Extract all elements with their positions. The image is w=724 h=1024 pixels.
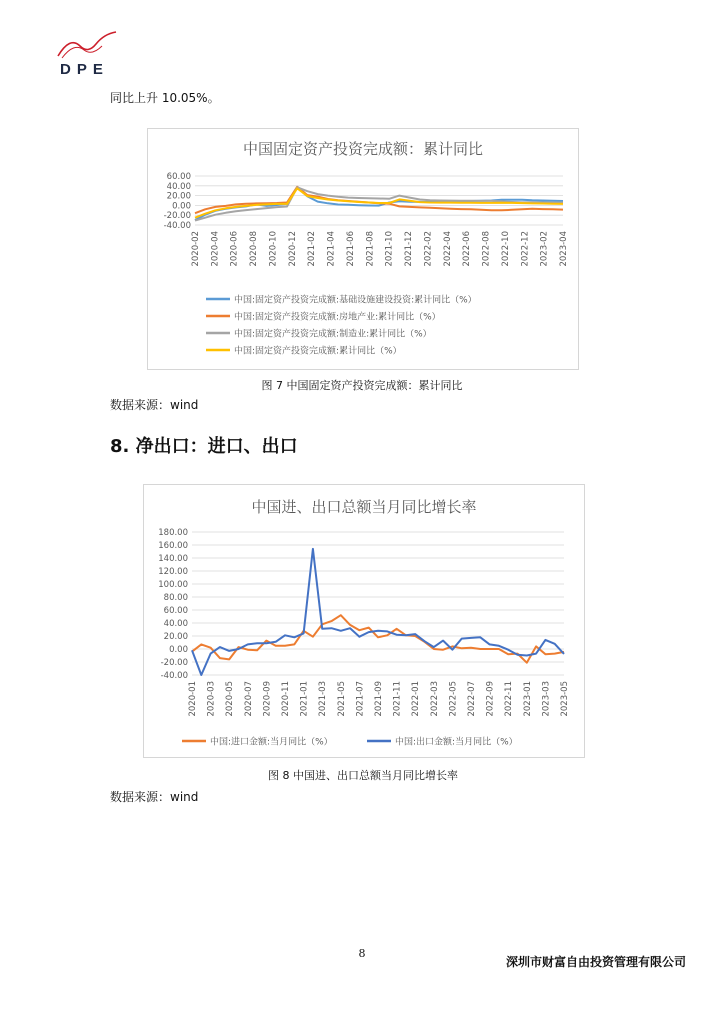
chart2-xtick-label: 2020-05	[225, 681, 236, 717]
chart1-ytick-label: 0.00	[172, 201, 191, 212]
chart2-xtick-label: 2022-09	[485, 681, 496, 717]
page-number: 8	[358, 947, 366, 960]
chart1-ytick-label: 60.00	[166, 172, 191, 182]
chart2-ytick-label: -40.00	[160, 671, 188, 681]
chart1-legend-label: 中国:固定资产投资完成额:基础设施建设投资:累计同比（%）	[234, 295, 477, 306]
chart2-ytick-label: 60.00	[163, 606, 188, 616]
chart2-xtick-label: 2020-09	[262, 681, 273, 717]
chart1-xtick-label: 2021-10	[384, 231, 395, 267]
chart2-series-line-1	[192, 615, 564, 663]
chart2-xtick-label: 2021-01	[299, 681, 310, 717]
chart1-xtick-label: 2022-10	[500, 231, 511, 267]
chart2-title: 中国进、出口总额当月同比增长率	[251, 498, 477, 516]
chart2-ytick-label: 120.00	[158, 567, 188, 577]
chart2-xtick-label: 2020-11	[281, 681, 291, 717]
chart2-legend-label: 中国:出口金额:当月同比（%）	[395, 737, 518, 748]
chart2-ytick-label: 140.00	[158, 554, 188, 564]
chart2-legend-label: 中国:进口金额:当月同比（%）	[210, 737, 333, 748]
figure8-caption: 图 8 中国进、出口总额当月同比增长率	[268, 769, 458, 782]
chart1-legend-label: 中国:固定资产投资完成额:累计同比（%）	[234, 346, 402, 357]
chart1-xtick-label: 2020-04	[210, 231, 221, 267]
figure8-chart	[143, 484, 585, 758]
figure8-source: 数据来源：wind	[110, 790, 199, 804]
chart2-ytick-label: 80.00	[163, 593, 188, 603]
chart2-ytick-label: 160.00	[158, 541, 188, 551]
chart1-legend-label: 中国:固定资产投资完成额:制造业:累计同比（%）	[234, 329, 432, 340]
chart1-xtick-label: 2023-04	[559, 231, 569, 267]
logo-text: DPE	[60, 61, 109, 78]
chart2-ytick-label: 40.00	[163, 619, 188, 629]
chart1-xtick-label: 2020-08	[249, 231, 260, 267]
footer-company: 深圳市财富自由投资管理有限公司	[505, 955, 686, 969]
figure7-source: 数据来源：wind	[110, 398, 199, 412]
chart2-svg	[144, 485, 584, 757]
chart2-xtick-label: 2022-03	[429, 681, 440, 717]
chart2-xtick-label: 2020-01	[188, 681, 198, 717]
chart1-svg	[148, 129, 578, 369]
chart2-ytick-label: 100.00	[158, 580, 188, 590]
company-logo	[40, 30, 130, 82]
chart2-ytick-label: 0.00	[169, 645, 188, 655]
chart2-xtick-label: 2021-11	[392, 681, 403, 717]
chart1-ytick-label: 40.00	[166, 181, 191, 192]
chart2-xtick-label: 2021-05	[336, 681, 347, 717]
chart1-xtick-label: 2021-12	[404, 231, 415, 267]
chart2-xtick-label: 2021-03	[318, 681, 329, 717]
chart2-ytick-label: -20.00	[160, 658, 188, 668]
chart1-xtick-label: 2021-04	[326, 231, 337, 267]
chart1-xtick-label: 2022-12	[520, 231, 531, 267]
chart1-xtick-label: 2020-12	[287, 231, 298, 267]
chart1-ytick-label: -20.00	[163, 211, 191, 222]
chart2-xtick-label: 2020-03	[206, 681, 217, 717]
chart2-xtick-label: 2023-01	[522, 681, 533, 717]
chart2-ytick-label: 180.00	[158, 528, 188, 538]
chart2-series-line-2	[192, 549, 564, 675]
chart2-xtick-label: 2020-07	[243, 681, 254, 717]
chart1-xtick-label: 2021-06	[345, 231, 356, 267]
chart1-xtick-label: 2021-02	[307, 231, 318, 267]
chart2-xtick-label: 2021-07	[355, 681, 366, 717]
chart2-xtick-label: 2023-03	[541, 681, 552, 717]
chart1-xtick-label: 2022-06	[462, 231, 473, 267]
chart1-title: 中国固定资产投资完成额：累计同比	[242, 140, 484, 158]
chart1-xtick-label: 2022-04	[442, 231, 453, 267]
chart2-xtick-label: 2023-05	[560, 681, 570, 717]
chart1-xtick-label: 2021-08	[365, 231, 376, 267]
intro-text: 同比上升 10.05%。	[110, 91, 220, 105]
chart2-xtick-label: 2021-09	[374, 681, 384, 717]
chart1-legend-label: 中国:固定资产投资完成额:房地产业:累计同比（%）	[234, 312, 441, 323]
logo-wave-icon	[40, 30, 130, 60]
chart2-xtick-label: 2022-05	[448, 681, 459, 717]
chart1-xtick-label: 2020-02	[191, 231, 201, 267]
chart1-xtick-label: 2020-10	[268, 231, 279, 267]
figure7-chart	[147, 128, 579, 370]
section8-heading: 8. 净出口：进口、出口	[110, 436, 298, 457]
chart1-ytick-label: 20.00	[166, 191, 191, 202]
chart1-ytick-label: -40.00	[163, 221, 191, 231]
chart2-xtick-label: 2022-01	[411, 681, 422, 717]
chart1-xtick-label: 2022-02	[423, 231, 434, 267]
chart1-xtick-label: 2023-02	[539, 231, 550, 267]
figure7-caption: 图 7 中国固定资产投资完成额：累计同比	[261, 379, 463, 392]
chart2-ytick-label: 20.00	[163, 632, 188, 642]
chart1-xtick-label: 2020-06	[229, 231, 240, 267]
chart1-xtick-label: 2022-08	[481, 231, 492, 267]
chart2-xtick-label: 2022-11	[504, 681, 515, 717]
chart2-xtick-label: 2022-07	[467, 681, 477, 717]
